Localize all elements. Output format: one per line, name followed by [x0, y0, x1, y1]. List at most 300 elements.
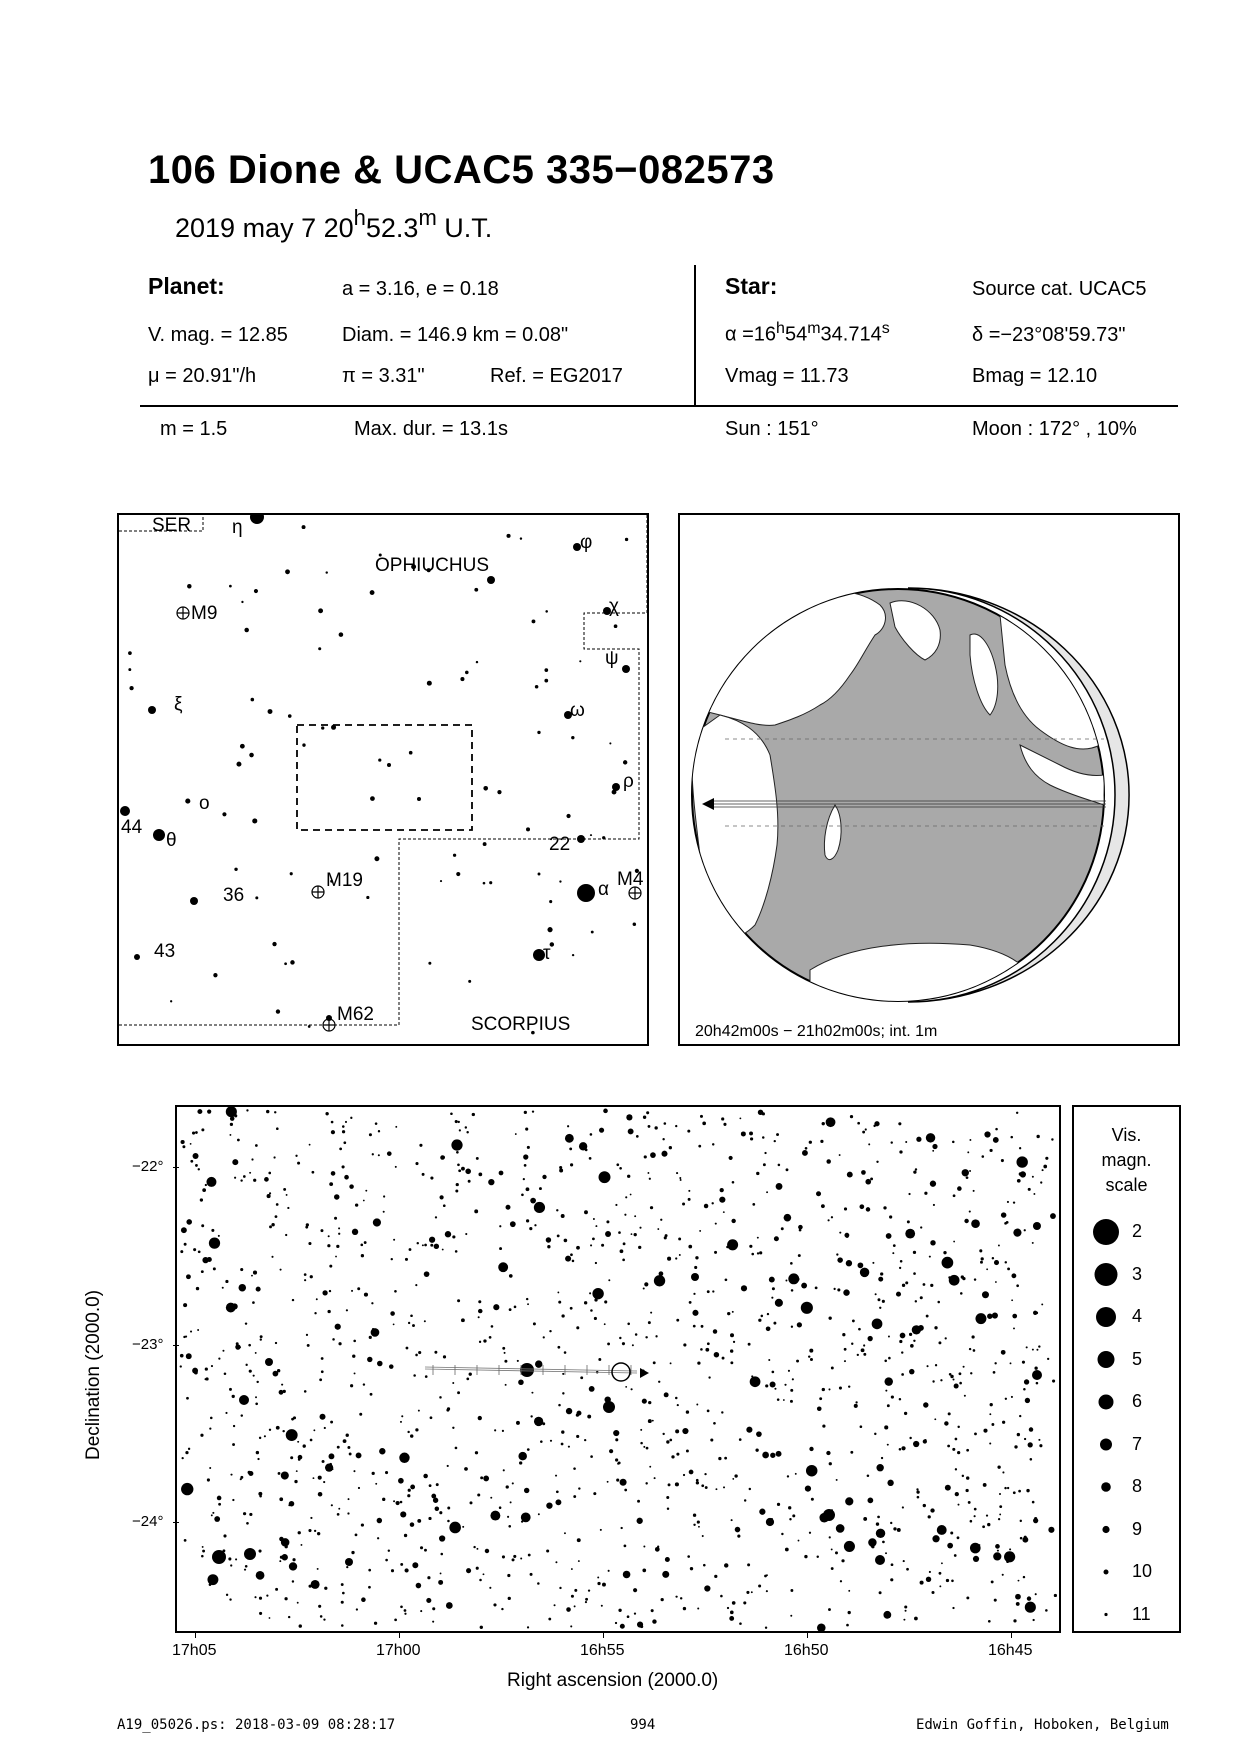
field-star	[645, 1336, 647, 1338]
field-star	[997, 1465, 1000, 1468]
field-star	[398, 1478, 404, 1484]
field-star	[1002, 1471, 1004, 1473]
field-star	[1024, 1229, 1026, 1231]
field-star	[893, 1527, 896, 1530]
field-star	[198, 1250, 201, 1253]
field-star	[809, 1349, 813, 1353]
field-star	[243, 1175, 246, 1178]
field-star	[584, 1439, 586, 1441]
field-star	[521, 1521, 523, 1523]
finder-star	[602, 836, 605, 839]
finder-star	[549, 900, 552, 903]
finder-star	[318, 647, 321, 650]
field-star	[201, 1555, 204, 1558]
finder-star	[120, 806, 130, 816]
field-star	[277, 1369, 280, 1372]
field-star	[992, 1257, 994, 1259]
field-star	[433, 1498, 438, 1503]
field-star	[957, 1536, 960, 1539]
field-star	[280, 1269, 282, 1271]
field-star	[682, 1202, 685, 1205]
field-star	[1036, 1135, 1039, 1138]
field-star	[703, 1564, 706, 1567]
field-star	[512, 1482, 514, 1484]
field-star	[715, 1223, 717, 1225]
ut-suffix: U.T.	[436, 213, 493, 243]
field-star	[1004, 1487, 1006, 1489]
field-star	[181, 1140, 185, 1144]
field-star	[209, 1467, 211, 1469]
field-star	[446, 1602, 453, 1609]
field-star	[618, 1461, 621, 1464]
field-star	[435, 1216, 437, 1218]
field-star	[839, 1232, 841, 1234]
field-star	[212, 1512, 214, 1514]
field-star	[251, 1158, 253, 1160]
field-star	[859, 1204, 864, 1209]
finder-star	[544, 668, 548, 672]
label-alpha: α	[598, 879, 609, 900]
field-star	[905, 1141, 907, 1143]
field-star	[992, 1312, 998, 1318]
field-star	[766, 1191, 768, 1193]
field-star	[731, 1519, 733, 1521]
field-star	[875, 1293, 877, 1295]
field-star	[704, 1204, 708, 1208]
field-star	[232, 1395, 235, 1398]
field-star	[329, 1453, 335, 1459]
field-star	[888, 1335, 890, 1337]
field-star	[913, 1170, 916, 1173]
field-star	[253, 1179, 256, 1182]
field-star	[361, 1597, 366, 1602]
field-star	[643, 1116, 646, 1119]
field-star	[413, 1374, 416, 1377]
field-star	[479, 1341, 481, 1343]
field-star	[770, 1381, 776, 1387]
field-star	[993, 1137, 999, 1143]
field-star	[618, 1609, 621, 1612]
field-star	[930, 1284, 933, 1287]
field-star	[400, 1511, 406, 1517]
field-star	[547, 1245, 550, 1248]
field-star	[902, 1284, 905, 1287]
field-star	[809, 1447, 813, 1451]
field-star	[863, 1353, 866, 1356]
field-star	[439, 1511, 442, 1514]
field-star	[765, 1627, 767, 1629]
field-star	[1013, 1201, 1015, 1203]
field-star	[998, 1518, 1000, 1520]
field-star	[539, 1187, 542, 1190]
field-star	[757, 1237, 759, 1239]
field-star	[1032, 1501, 1035, 1504]
field-star	[906, 1568, 909, 1571]
field-star	[739, 1117, 741, 1119]
finder-star	[456, 872, 460, 876]
field-star	[689, 1470, 694, 1475]
field-star	[400, 1421, 402, 1423]
field-star	[970, 1520, 973, 1523]
field-star	[646, 1447, 649, 1450]
finder-chart	[117, 513, 649, 1046]
field-star	[338, 1342, 341, 1345]
field-star	[186, 1219, 192, 1225]
field-star	[393, 1323, 395, 1325]
field-star	[693, 1293, 695, 1295]
field-star	[310, 1439, 313, 1442]
field-star	[379, 1448, 385, 1454]
field-star	[237, 1139, 240, 1142]
field-star	[653, 1361, 656, 1364]
field-star	[317, 1568, 319, 1570]
field-star	[394, 1290, 397, 1293]
field-star	[801, 1302, 813, 1314]
field-star	[1007, 1201, 1009, 1203]
field-star	[290, 1456, 293, 1459]
field-star	[901, 1446, 905, 1450]
field-star	[1015, 1594, 1021, 1600]
dec-tickmark-22	[173, 1167, 179, 1168]
field-star	[777, 1398, 780, 1401]
field-star	[650, 1152, 656, 1158]
field-star	[723, 1123, 726, 1126]
field-star	[306, 1334, 308, 1336]
star-right-ascension	[725, 320, 890, 347]
field-star	[317, 1532, 320, 1535]
field-star	[1022, 1361, 1025, 1364]
field-star	[966, 1476, 969, 1479]
field-star	[749, 1245, 752, 1248]
label-36: 36	[223, 885, 245, 906]
field-star	[524, 1164, 527, 1167]
field-star	[689, 1301, 692, 1304]
field-star	[739, 1622, 742, 1625]
field-star	[478, 1416, 482, 1420]
field-star	[297, 1602, 299, 1604]
field-star	[1007, 1487, 1009, 1489]
finder-star	[440, 880, 442, 882]
field-star	[338, 1227, 340, 1229]
field-star	[666, 1496, 669, 1499]
constellation-boundaries	[119, 515, 647, 1025]
field-star	[904, 1605, 907, 1608]
finder-star	[244, 628, 249, 633]
field-star	[244, 1569, 246, 1571]
field-star	[287, 1207, 289, 1209]
field-star	[934, 1418, 936, 1420]
finder-star	[153, 829, 165, 841]
field-star	[293, 1416, 296, 1419]
field-star	[194, 1371, 198, 1375]
planet-parallax: π = 3.31"	[342, 365, 425, 387]
field-star	[604, 1323, 606, 1325]
field-star	[224, 1372, 227, 1375]
field-star	[502, 1430, 504, 1432]
field-star	[871, 1544, 874, 1547]
field-star	[452, 1382, 454, 1384]
field-star	[930, 1181, 936, 1187]
field-star	[899, 1267, 901, 1269]
finder-star	[474, 588, 478, 592]
field-star	[351, 1290, 353, 1292]
field-star	[375, 1122, 378, 1125]
field-star	[756, 1172, 759, 1175]
field-star	[518, 1452, 526, 1460]
field-star	[234, 1114, 237, 1117]
field-star	[959, 1382, 962, 1385]
field-star	[234, 1177, 236, 1179]
field-star	[771, 1297, 773, 1299]
field-star	[499, 1171, 504, 1176]
field-star	[966, 1489, 969, 1492]
field-star	[829, 1536, 831, 1538]
field-star	[230, 1123, 233, 1126]
field-star	[205, 1184, 207, 1186]
field-star	[331, 1130, 335, 1134]
field-star	[890, 1522, 892, 1524]
field-star	[180, 1365, 182, 1367]
field-star	[478, 1300, 481, 1303]
field-star	[636, 1135, 639, 1138]
field-star	[1011, 1299, 1013, 1301]
field-star	[748, 1343, 751, 1346]
field-star	[508, 1525, 511, 1528]
field-star	[436, 1483, 439, 1486]
field-star	[329, 1265, 332, 1268]
field-star	[579, 1142, 587, 1150]
star-chart	[175, 1105, 1061, 1633]
ra-tickmark-5	[1011, 1632, 1012, 1638]
field-star	[505, 1384, 507, 1386]
field-star	[652, 1619, 656, 1623]
field-star	[675, 1125, 677, 1127]
field-star	[513, 1555, 516, 1558]
field-star	[348, 1498, 350, 1500]
field-star	[790, 1589, 793, 1592]
field-star	[322, 1290, 327, 1295]
field-star	[642, 1399, 647, 1404]
summary-m: m = 1.5	[160, 418, 228, 440]
field-star	[192, 1131, 195, 1134]
field-star	[455, 1120, 458, 1123]
field-star	[385, 1471, 388, 1474]
field-star	[836, 1524, 845, 1533]
ra-tickmark-1	[195, 1632, 196, 1638]
field-star	[418, 1410, 420, 1412]
field-star	[304, 1390, 307, 1393]
field-star	[743, 1601, 746, 1604]
field-star	[1013, 1619, 1016, 1622]
bright-field-star	[239, 1395, 249, 1405]
magnitude-label: 2	[1132, 1221, 1143, 1241]
field-star	[249, 1172, 251, 1174]
field-star	[512, 1558, 515, 1561]
field-star	[953, 1194, 956, 1197]
field-star	[313, 1477, 315, 1479]
field-star	[679, 1254, 681, 1256]
field-star	[531, 1392, 533, 1394]
ra-tick-16h55: 16h55	[580, 1642, 625, 1659]
bright-field-star	[691, 1273, 699, 1281]
field-star	[417, 1519, 421, 1523]
field-star	[364, 1293, 368, 1297]
field-star	[474, 1209, 478, 1213]
field-star	[637, 1500, 640, 1503]
field-star	[822, 1424, 825, 1427]
motion-arrow-icon	[640, 1368, 649, 1378]
field-star	[861, 1348, 865, 1352]
field-star	[585, 1601, 587, 1603]
field-star	[1004, 1551, 1015, 1562]
label-m9: M9	[191, 603, 218, 624]
field-star	[905, 1229, 915, 1239]
field-star	[697, 1361, 700, 1364]
field-star	[310, 1517, 312, 1519]
field-star	[304, 1279, 306, 1281]
target-star-marker	[612, 1363, 630, 1381]
field-star	[269, 1225, 272, 1228]
field-star	[338, 1233, 340, 1235]
field-star	[184, 1243, 187, 1246]
field-star	[661, 1598, 664, 1601]
field-star	[1023, 1388, 1026, 1391]
field-star	[905, 1281, 908, 1284]
field-star	[378, 1130, 380, 1132]
planet-motion: μ = 20.91"/h	[148, 365, 257, 387]
field-star	[615, 1204, 617, 1206]
field-star	[698, 1145, 701, 1148]
field-star	[245, 1322, 247, 1324]
field-star	[585, 1598, 588, 1601]
field-star	[858, 1328, 861, 1331]
field-star	[577, 1538, 581, 1542]
field-star	[373, 1218, 381, 1226]
field-star	[257, 1458, 259, 1460]
field-star	[369, 1336, 372, 1339]
field-star	[987, 1523, 990, 1526]
field-star	[198, 1168, 200, 1170]
field-star	[1032, 1349, 1034, 1351]
field-star	[974, 1515, 976, 1517]
finder-star	[222, 812, 226, 816]
field-star	[566, 1408, 572, 1414]
field-star	[458, 1121, 460, 1123]
field-star	[741, 1285, 747, 1291]
field-star	[618, 1231, 621, 1234]
field-star	[1054, 1594, 1057, 1597]
finder-stars	[120, 515, 639, 1034]
label-22: 22	[549, 834, 571, 855]
field-star	[841, 1559, 844, 1562]
field-star	[680, 1179, 682, 1181]
field-star	[796, 1360, 799, 1363]
finder-star	[134, 954, 140, 960]
field-star	[205, 1367, 208, 1370]
field-star	[298, 1455, 303, 1460]
finder-star	[276, 1009, 280, 1013]
field-star	[765, 1384, 768, 1387]
field-star	[993, 1552, 1001, 1560]
field-star	[676, 1172, 678, 1174]
field-star	[395, 1126, 397, 1128]
field-star	[658, 1381, 660, 1383]
field-star	[671, 1455, 674, 1458]
label-43: 43	[154, 941, 176, 962]
field-star	[774, 1140, 776, 1142]
field-star	[336, 1245, 339, 1248]
field-star	[504, 1352, 506, 1354]
field-star	[785, 1548, 789, 1552]
field-star	[207, 1574, 218, 1585]
field-star	[201, 1128, 204, 1131]
field-star	[423, 1474, 428, 1479]
field-star	[420, 1610, 422, 1612]
field-star	[991, 1423, 994, 1426]
finder-star	[625, 538, 628, 541]
field-star	[700, 1348, 703, 1351]
field-star	[447, 1507, 450, 1510]
field-star	[312, 1171, 315, 1174]
ra-tick-17h00: 17h00	[376, 1642, 421, 1659]
field-star	[520, 1557, 522, 1559]
field-star	[561, 1214, 565, 1218]
field-star	[296, 1470, 298, 1472]
field-star	[926, 1315, 929, 1318]
label-ophiuchus: OPHIUCHUS	[375, 555, 490, 576]
field-star	[391, 1569, 394, 1572]
field-star	[504, 1360, 507, 1363]
label-phi: φ	[580, 532, 593, 553]
field-star	[335, 1256, 337, 1258]
field-star	[982, 1291, 989, 1298]
field-star	[331, 1121, 334, 1124]
field-star	[245, 1364, 247, 1366]
field-star	[677, 1404, 679, 1406]
finder-star	[614, 624, 618, 628]
finder-star	[240, 744, 245, 749]
field-star	[584, 1210, 588, 1214]
field-star	[239, 1284, 247, 1292]
field-star	[676, 1319, 679, 1322]
field-star	[269, 1192, 271, 1194]
field-star	[320, 1229, 323, 1232]
field-star	[888, 1357, 891, 1360]
field-star	[351, 1551, 354, 1554]
field-star	[533, 1322, 536, 1325]
field-star	[846, 1260, 852, 1266]
field-star	[627, 1615, 630, 1618]
field-star	[928, 1515, 931, 1518]
field-star	[616, 1163, 619, 1166]
field-star	[762, 1136, 764, 1138]
finder-chart-svg	[119, 515, 647, 1044]
field-star	[878, 1277, 883, 1282]
field-star	[694, 1266, 697, 1269]
field-star	[913, 1441, 919, 1447]
field-star	[570, 1253, 573, 1256]
field-star	[334, 1217, 337, 1220]
field-star	[548, 1618, 551, 1621]
field-star	[408, 1322, 410, 1324]
field-star	[889, 1215, 892, 1218]
field-star	[959, 1372, 962, 1375]
field-star	[311, 1580, 320, 1589]
field-star	[534, 1202, 545, 1213]
field-star	[274, 1111, 276, 1113]
field-star	[276, 1426, 280, 1430]
ra-tickmark-4	[807, 1632, 808, 1638]
